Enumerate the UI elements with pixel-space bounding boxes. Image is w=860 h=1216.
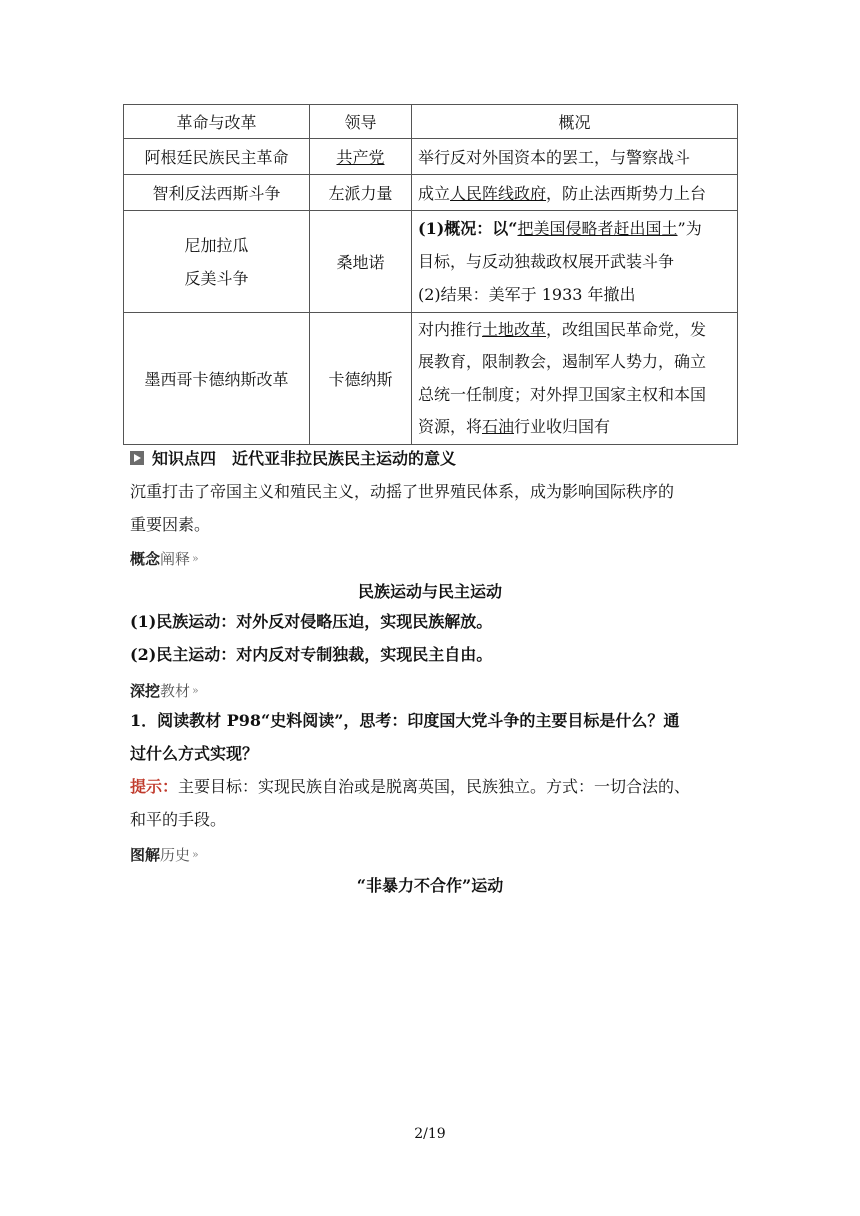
desc-underlined: 赶出国土	[613, 219, 678, 238]
row-leader: 桑地诺	[310, 211, 412, 313]
desc-underlined: 人民阵线政府	[450, 184, 547, 203]
subheading-bold: 深挖	[130, 682, 161, 700]
table-row	[124, 313, 738, 445]
revolution-table	[123, 104, 738, 445]
hint-text: 主要目标：实现民族自治或是脱离英国，民族独立。方式：一切合法的、	[178, 777, 691, 796]
desc-underlined: 石油	[482, 417, 515, 436]
paragraph-line: 1．阅读教材 P98“史料阅读”，思考：印度国大党斗争的主要目标是什么？通	[130, 711, 680, 730]
list-item: (2)民主运动：对内反对专制独裁，实现民主自由。	[130, 645, 493, 664]
play-triangle-icon	[130, 451, 144, 465]
desc-line	[418, 212, 731, 245]
row-name	[124, 211, 310, 313]
row-desc	[412, 211, 738, 313]
paragraph-line: 过什么方式实现？	[130, 744, 259, 763]
question-paragraph	[130, 704, 730, 770]
paragraph-line: 和平的手段。	[130, 810, 227, 829]
desc-line	[418, 411, 731, 444]
table-row	[124, 139, 738, 175]
row-name: 阿根廷民族民主革命	[124, 139, 310, 175]
double-chevron-icon: »	[192, 552, 199, 565]
subheading-light: 阐释	[160, 550, 191, 568]
desc-text: 行业收归国有	[514, 417, 611, 436]
subheading-light: 教材	[160, 682, 191, 700]
meaning-paragraph	[130, 475, 730, 541]
illus-title: “非暴力不合作”运动	[356, 876, 504, 895]
row-leader: 卡德纳斯	[310, 313, 412, 445]
hint-label: 提示：	[130, 777, 179, 796]
desc-underlined: 土地改革	[482, 319, 547, 339]
hint-paragraph	[130, 770, 730, 836]
row-name-line: 反美斗争	[184, 268, 249, 288]
table-row	[124, 211, 738, 313]
leader-underlined: 共产党	[336, 148, 385, 167]
desc-line: (2)结果：美军于 1933 年撤出	[418, 285, 636, 304]
list-item: (1)民族运动：对外反对侵略压迫，实现民族解放。	[130, 612, 493, 631]
desc-line: 目标，与反动独裁政权展开武装斗争	[418, 252, 675, 271]
row-leader: 左派力量	[310, 175, 412, 211]
row-name-line: 尼加拉瓜	[184, 235, 249, 255]
desc-text: 对内推行	[418, 319, 483, 339]
header-cell: 概况	[412, 105, 738, 139]
row-desc	[412, 175, 738, 211]
desc-line: 展教育，限制教会，遏制军人势力，确立	[418, 352, 707, 371]
section-heading	[130, 446, 730, 469]
header-cell: 领导	[310, 105, 412, 139]
table-header-row	[124, 105, 738, 139]
row-name: 智利反法西斯斗争	[124, 175, 310, 211]
concept-subheading	[130, 548, 730, 569]
concept-title: 民族运动与民主运动	[357, 582, 502, 601]
row-desc	[412, 313, 738, 445]
row-leader	[310, 139, 412, 175]
desc-text: (1)概况：以“	[418, 219, 518, 238]
illus-subheading	[130, 844, 730, 865]
table-row	[124, 175, 738, 211]
double-chevron-icon: »	[192, 684, 199, 697]
double-chevron-icon: »	[192, 848, 199, 861]
section-title: 知识点四 近代亚非拉民族民主运动的意义	[152, 449, 457, 468]
concept-list	[130, 605, 730, 671]
desc-text: 成立	[418, 184, 451, 203]
header-cell: 革命与改革	[124, 105, 310, 139]
desc-text: ”为	[677, 219, 702, 238]
subheading-bold: 概念	[130, 550, 161, 568]
deep-subheading	[130, 680, 730, 701]
desc-text: ，改组国民革命党，发	[546, 319, 707, 339]
subheading-bold: 图解	[130, 846, 161, 864]
subheading-light: 历史	[160, 846, 191, 864]
row-desc: 举行反对外国资本的罢工，与警察战斗	[412, 139, 738, 175]
desc-underlined: 把美国侵略者	[517, 219, 614, 238]
paragraph-line: 沉重打击了帝国主义和殖民主义，动摇了世界殖民体系，成为影响国际秩序的	[130, 482, 675, 501]
paragraph-line	[130, 770, 730, 803]
desc-line: 总统一任制度；对外捍卫国家主权和本国	[418, 384, 707, 404]
desc-text: ，防止法西斯势力上台	[546, 184, 707, 203]
paragraph-line: 重要因素。	[130, 515, 211, 534]
desc-line	[418, 314, 731, 347]
page-number: 2/19	[414, 1126, 446, 1142]
desc-text: 资源，将	[418, 417, 483, 436]
row-name: 墨西哥卡德纳斯改革	[124, 313, 310, 445]
